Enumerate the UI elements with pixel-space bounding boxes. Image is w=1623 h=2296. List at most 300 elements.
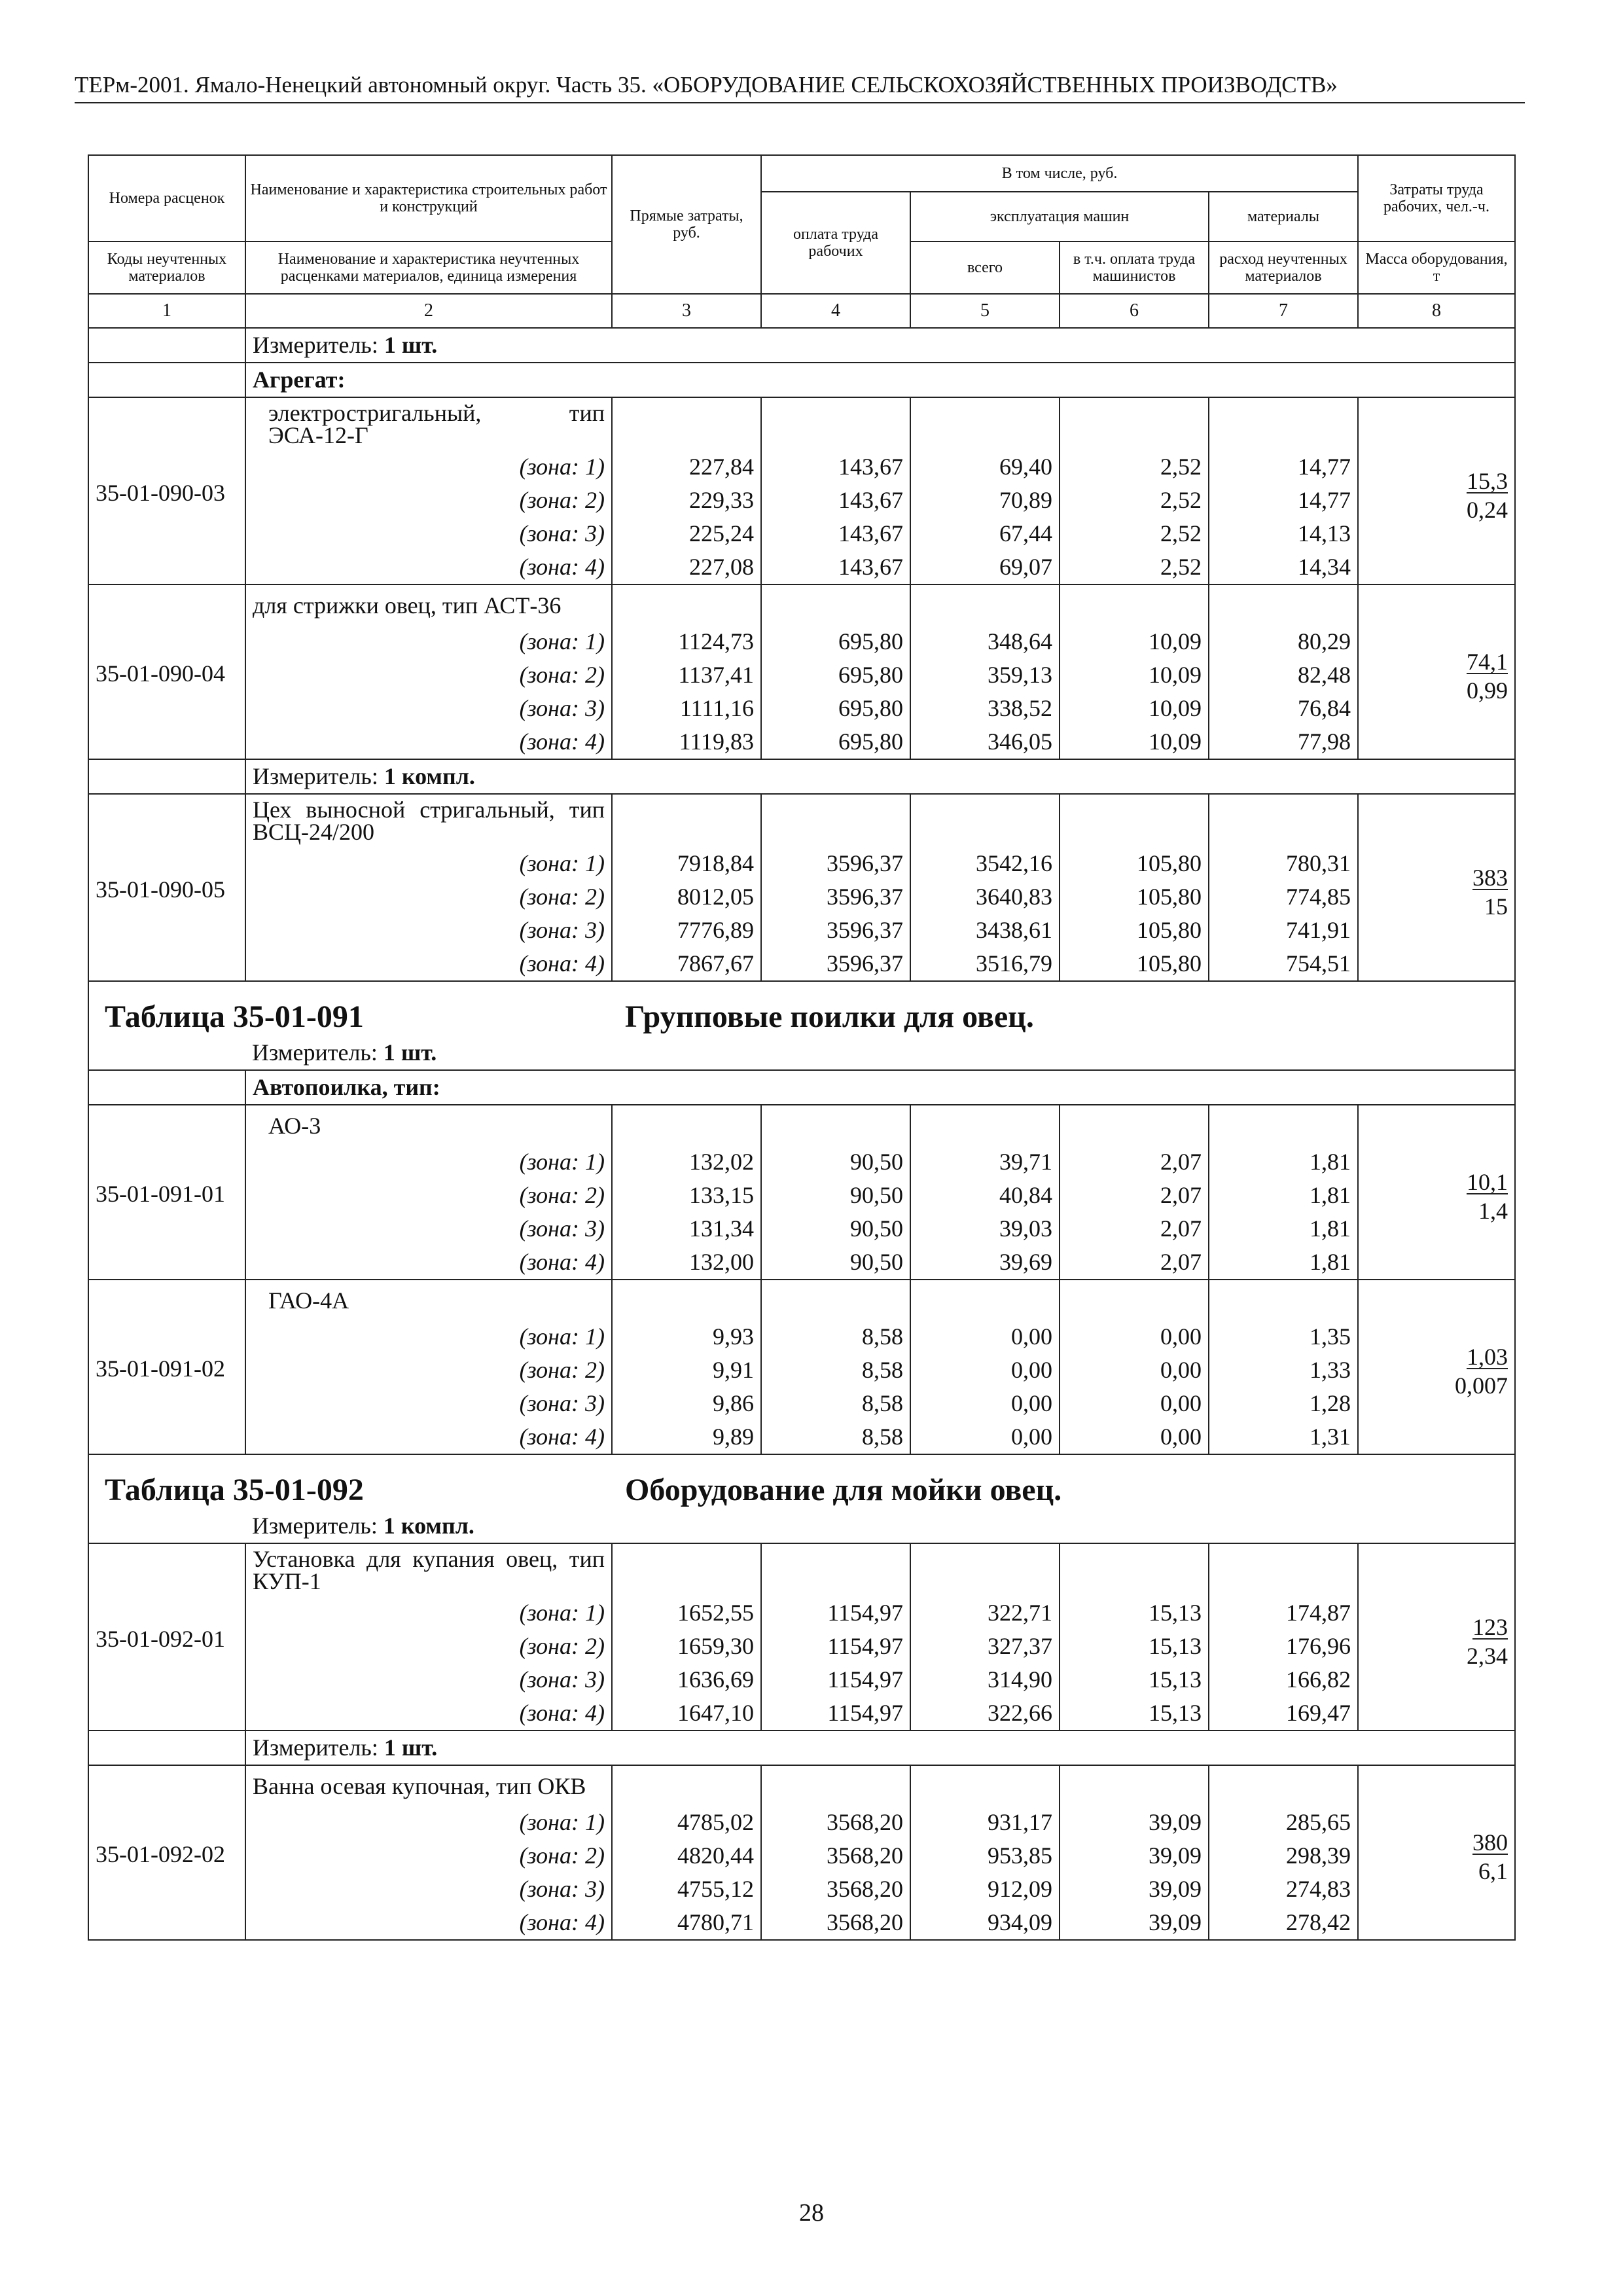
group-title [245,1070,1515,1105]
zone-label: (зона: 3) [245,914,612,947]
value-cell: 10,09 [1060,658,1209,692]
unit-text: Измеритель: [252,1039,378,1066]
zone-row [88,1663,1515,1696]
zone-label: (зона: 2) [245,1630,612,1663]
value-cell: 131,34 [612,1212,761,1246]
unit-label [245,1509,1515,1543]
labor-mass [1358,794,1515,981]
value-cell: 4820,44 [612,1839,761,1873]
value-cell: 14,77 [1209,484,1358,517]
unit-row [88,759,1515,794]
zone-row [88,1212,1515,1246]
zone-row [88,658,1515,692]
value-cell: 274,83 [1209,1873,1358,1906]
value-cell: 143,67 [761,550,910,584]
empty-cell [761,397,910,450]
zone-label: (зона: 4) [245,1906,612,1940]
value-cell: 40,84 [910,1179,1060,1212]
column-number: 5 [910,294,1060,328]
value-cell: 15,13 [1060,1663,1209,1696]
value-cell: 1119,83 [612,725,761,759]
value-cell: 1,28 [1209,1387,1358,1420]
value-cell: 39,09 [1060,1906,1209,1940]
item-row [88,584,1515,625]
table-title-row [88,981,1515,1036]
value-cell: 8,58 [761,1354,910,1387]
empty-cell [1060,1543,1209,1596]
value-cell: 76,84 [1209,692,1358,725]
value-cell: 0,00 [1060,1420,1209,1454]
value-cell: 3596,37 [761,880,910,914]
labor-value: 10,1 [1467,1169,1508,1195]
value-cell: 7776,89 [612,914,761,947]
labor-value: 123 [1472,1613,1508,1640]
value-cell: 143,67 [761,450,910,484]
zone-label: (зона: 1) [245,1145,612,1179]
zone-label: (зона: 2) [245,880,612,914]
value-cell: 931,17 [910,1806,1060,1839]
zone-row [88,947,1515,981]
labor-mass [1358,1105,1515,1280]
value-cell: 132,00 [612,1246,761,1280]
zone-label: (зона: 3) [245,1212,612,1246]
item-row [88,1765,1515,1806]
empty-cell [761,1280,910,1320]
value-cell: 39,09 [1060,1839,1209,1873]
value-cell: 695,80 [761,692,910,725]
mass-value: 1,4 [1478,1198,1508,1224]
empty-cell [1060,1765,1209,1806]
zone-row [88,1806,1515,1839]
value-cell: 105,80 [1060,914,1209,947]
zone-row [88,1145,1515,1179]
empty-cell [1060,794,1209,847]
empty-cell [612,584,761,625]
value-cell: 3542,16 [910,847,1060,880]
group-header: В том числе, руб. [761,155,1358,192]
value-cell: 695,80 [761,658,910,692]
zone-row [88,1387,1515,1420]
value-cell: 953,85 [910,1839,1060,1873]
empty-cell [88,1070,245,1105]
item-row [88,397,1515,450]
value-cell: 9,91 [612,1354,761,1387]
empty-cell [761,584,910,625]
unit-text: Измеритель: [253,763,378,789]
value-cell: 229,33 [612,484,761,517]
zone-label: (зона: 3) [245,1873,612,1906]
zone-label: (зона: 3) [245,692,612,725]
empty-cell [88,1509,245,1543]
empty-cell [88,1036,245,1070]
empty-cell [1060,1105,1209,1145]
zone-label: (зона: 1) [245,1320,612,1354]
zone-label: (зона: 4) [245,1246,612,1280]
mass-value: 0,99 [1467,677,1508,704]
value-cell: 0,00 [1060,1354,1209,1387]
zone-row [88,1320,1515,1354]
value-cell: 3568,20 [761,1806,910,1839]
value-cell: 1124,73 [612,625,761,658]
zone-row [88,550,1515,584]
value-cell: 8012,05 [612,880,761,914]
empty-cell [910,1280,1060,1320]
mass-value: 15 [1484,893,1508,920]
empty-cell [761,1105,910,1145]
value-cell: 1647,10 [612,1696,761,1731]
labor-mass [1358,584,1515,759]
table-name: Оборудование для мойки овец. [625,1473,1062,1507]
empty-cell [88,1731,245,1765]
column-number: 7 [1209,294,1358,328]
value-cell: 314,90 [910,1663,1060,1696]
zone-label: (зона: 1) [245,1596,612,1630]
zone-label: (зона: 4) [245,1696,612,1731]
item-code: 35-01-090-04 [88,584,245,759]
item-row [88,1105,1515,1145]
value-cell: 15,13 [1060,1630,1209,1663]
unit-text: Измеритель: [252,1513,378,1539]
document-header: ТЕРм-2001. Ямало-Ненецкий автономный округ. Часть 35. «ОБОРУДОВАНИЕ СЕЛЬСКОХОЗЯЙСТВЕННЫХ ПРОИЗВОДСТВ» [75,71,1525,103]
value-cell: 0,00 [910,1420,1060,1454]
group-title [245,363,1515,397]
value-cell: 3640,83 [910,880,1060,914]
value-cell: 346,05 [910,725,1060,759]
zone-row [88,847,1515,880]
value-cell: 1,31 [1209,1420,1358,1454]
col1-header-top: Номера расценок [88,155,245,242]
item-name: Установка для купания овец, тип КУП-1 [245,1543,612,1596]
value-cell: 1,33 [1209,1354,1358,1387]
empty-cell [612,794,761,847]
item-row [88,1280,1515,1320]
zone-row [88,692,1515,725]
value-cell: 1137,41 [612,658,761,692]
zone-label: (зона: 2) [245,1354,612,1387]
value-cell: 174,87 [1209,1596,1358,1630]
value-cell: 225,24 [612,517,761,550]
value-cell: 8,58 [761,1420,910,1454]
unit-row [88,328,1515,363]
value-cell: 90,50 [761,1212,910,1246]
value-cell: 70,89 [910,484,1060,517]
column-number: 6 [1060,294,1209,328]
value-cell: 741,91 [1209,914,1358,947]
group-title-row [88,363,1515,397]
col1-header-bottom: Коды неучтенных материалов [88,242,245,294]
value-cell: 4780,71 [612,1906,761,1940]
value-cell: 169,47 [1209,1696,1358,1731]
value-cell: 69,40 [910,450,1060,484]
value-cell: 105,80 [1060,880,1209,914]
labor-value: 380 [1472,1829,1508,1856]
zone-label: (зона: 1) [245,625,612,658]
zone-row [88,1906,1515,1940]
materials-header: материалы [1209,192,1358,242]
column-numbers-row [88,294,1515,328]
labor-value: 1,03 [1467,1344,1508,1370]
unit-label [245,328,1515,363]
value-cell: 1154,97 [761,1663,910,1696]
value-cell: 348,64 [910,625,1060,658]
zone-row [88,625,1515,658]
value-cell: 10,09 [1060,725,1209,759]
unit-label [245,759,1515,794]
labor-value: 383 [1472,864,1508,891]
empty-cell [1209,1105,1358,1145]
zone-label: (зона: 2) [245,1839,612,1873]
value-cell: 7867,67 [612,947,761,981]
value-cell: 4785,02 [612,1806,761,1839]
item-code: 35-01-090-03 [88,397,245,584]
page-number: 28 [799,2199,824,2227]
value-cell: 105,80 [1060,847,1209,880]
value-cell: 166,82 [1209,1663,1358,1696]
value-cell: 14,34 [1209,550,1358,584]
value-cell: 4755,12 [612,1873,761,1906]
value-cell: 1,81 [1209,1179,1358,1212]
value-cell: 285,65 [1209,1806,1358,1839]
item-name: Цех выносной стригальный, тип ВСЦ-24/200 [245,794,612,847]
value-cell: 1652,55 [612,1596,761,1630]
empty-cell [1060,397,1209,450]
empty-cell [1060,1280,1209,1320]
empty-cell [910,1543,1060,1596]
mass-value: 2,34 [1467,1642,1508,1669]
value-cell: 227,08 [612,550,761,584]
column-number: 3 [612,294,761,328]
value-cell: 1,81 [1209,1246,1358,1280]
value-cell: 0,00 [1060,1387,1209,1420]
value-cell: 0,00 [910,1354,1060,1387]
value-cell: 9,89 [612,1420,761,1454]
unit-text: Измеритель: [253,1734,378,1761]
unit-row [88,1731,1515,1765]
price-table [88,154,1516,1941]
table-code: Таблица 35-01-092 [105,1473,364,1507]
value-cell: 9,86 [612,1387,761,1420]
value-cell: 10,09 [1060,692,1209,725]
value-cell: 82,48 [1209,658,1358,692]
empty-cell [1209,397,1358,450]
empty-cell [910,1105,1060,1145]
empty-cell [612,1280,761,1320]
empty-cell [910,584,1060,625]
item-code: 35-01-091-02 [88,1280,245,1454]
value-cell: 39,03 [910,1212,1060,1246]
empty-cell [910,794,1060,847]
value-cell: 338,52 [910,692,1060,725]
empty-cell [910,1765,1060,1806]
zone-row [88,517,1515,550]
unit-value: 1 шт. [383,332,438,358]
zone-row [88,880,1515,914]
zone-row [88,1839,1515,1873]
group-title-text: Автопоилка, тип: [253,1074,440,1100]
value-cell: 695,80 [761,725,910,759]
empty-cell [88,759,245,794]
zone-row [88,725,1515,759]
value-cell: 298,39 [1209,1839,1358,1873]
table-title-row [88,1454,1515,1509]
value-cell: 105,80 [1060,947,1209,981]
mass-value: 6,1 [1478,1858,1508,1884]
value-cell: 2,52 [1060,550,1209,584]
unit-text: Измеритель: [253,332,378,358]
zone-label: (зона: 4) [245,550,612,584]
value-cell: 322,66 [910,1696,1060,1731]
col2-header-bottom: Наименование и характеристика неучтенных расценками материалов, единица измерения [245,242,612,294]
value-cell: 2,52 [1060,484,1209,517]
item-name: Ванна осевая купочная, тип ОКВ [245,1765,612,1806]
value-cell: 1154,97 [761,1696,910,1731]
value-cell: 322,71 [910,1596,1060,1630]
zone-row [88,1630,1515,1663]
zone-row [88,450,1515,484]
col6-header: в т.ч. оплата труда машинистов [1060,242,1209,294]
value-cell: 359,13 [910,658,1060,692]
zone-row [88,1873,1515,1906]
value-cell: 1,81 [1209,1212,1358,1246]
value-cell: 3438,61 [910,914,1060,947]
value-cell: 0,00 [1060,1320,1209,1354]
value-cell: 0,00 [910,1320,1060,1354]
value-cell: 3568,20 [761,1906,910,1940]
value-cell: 1154,97 [761,1596,910,1630]
col4-header: оплата труда рабочих [761,192,910,294]
unit-row [88,1036,1515,1070]
value-cell: 1,81 [1209,1145,1358,1179]
empty-cell [612,1543,761,1596]
value-cell: 39,09 [1060,1806,1209,1839]
zone-row [88,484,1515,517]
value-cell: 69,07 [910,550,1060,584]
empty-cell [1209,1543,1358,1596]
unit-value: 1 компл. [383,1513,474,1539]
item-name: АО-3 [245,1105,612,1145]
empty-cell [1209,584,1358,625]
zone-row [88,1420,1515,1454]
value-cell: 1,35 [1209,1320,1358,1354]
value-cell: 15,13 [1060,1696,1209,1731]
value-cell: 934,09 [910,1906,1060,1940]
value-cell: 39,71 [910,1145,1060,1179]
zone-label: (зона: 3) [245,1387,612,1420]
item-name: для стрижки овец, тип АСТ-36 [245,584,612,625]
unit-value: 1 компл. [383,763,475,789]
zone-row [88,1596,1515,1630]
zone-label: (зона: 1) [245,847,612,880]
zone-row [88,1354,1515,1387]
unit-label [245,1036,1515,1070]
empty-cell [88,363,245,397]
value-cell: 8,58 [761,1387,910,1420]
value-cell: 278,42 [1209,1906,1358,1940]
value-cell: 133,15 [612,1179,761,1212]
value-cell: 2,07 [1060,1179,1209,1212]
value-cell: 143,67 [761,517,910,550]
value-cell: 90,50 [761,1145,910,1179]
value-cell: 1636,69 [612,1663,761,1696]
labor-mass [1358,1280,1515,1454]
table-name: Групповые поилки для овец. [625,999,1034,1034]
value-cell: 3568,20 [761,1873,910,1906]
value-cell: 90,50 [761,1246,910,1280]
zone-label: (зона: 2) [245,1179,612,1212]
column-number: 4 [761,294,910,328]
value-cell: 2,07 [1060,1145,1209,1179]
col3-header: Прямые затраты, руб. [612,155,761,294]
empty-cell [761,1765,910,1806]
value-cell: 3596,37 [761,914,910,947]
value-cell: 14,77 [1209,450,1358,484]
zone-row [88,1179,1515,1212]
empty-cell [1060,584,1209,625]
labor-mass [1358,1543,1515,1731]
item-name: электростригальный, тип ЭСА-12-Г [245,397,612,450]
value-cell: 176,96 [1209,1630,1358,1663]
value-cell: 77,98 [1209,725,1358,759]
value-cell: 227,84 [612,450,761,484]
table-title [88,981,1515,1036]
group-title-row [88,1070,1515,1105]
empty-cell [1209,1765,1358,1806]
group-title-text: Агрегат: [253,367,346,393]
value-cell: 327,37 [910,1630,1060,1663]
empty-cell [612,1765,761,1806]
mass-value: 0,24 [1467,496,1508,523]
item-code: 35-01-092-02 [88,1765,245,1940]
labor-mass [1358,397,1515,584]
value-cell: 132,02 [612,1145,761,1179]
empty-cell [88,328,245,363]
zone-row [88,914,1515,947]
labor-value: 15,3 [1467,467,1508,494]
unit-value: 1 шт. [383,1734,438,1761]
col5-header: всего [910,242,1060,294]
mass-value: 0,007 [1455,1372,1508,1399]
zone-label: (зона: 3) [245,517,612,550]
unit-label [245,1731,1515,1765]
empty-cell [612,397,761,450]
value-cell: 80,29 [1209,625,1358,658]
value-cell: 695,80 [761,625,910,658]
value-cell: 14,13 [1209,517,1358,550]
zone-label: (зона: 1) [245,1806,612,1839]
labor-value: 74,1 [1467,649,1508,675]
value-cell: 754,51 [1209,947,1358,981]
item-code: 35-01-091-01 [88,1105,245,1280]
zone-row [88,1246,1515,1280]
column-number: 8 [1358,294,1515,328]
value-cell: 15,13 [1060,1596,1209,1630]
value-cell: 7918,84 [612,847,761,880]
value-cell: 143,67 [761,484,910,517]
col8-header-bottom: Масса оборудования, т [1358,242,1515,294]
zone-label: (зона: 4) [245,947,612,981]
empty-cell [761,794,910,847]
value-cell: 774,85 [1209,880,1358,914]
zone-label: (зона: 2) [245,484,612,517]
value-cell: 2,07 [1060,1212,1209,1246]
column-number: 1 [88,294,245,328]
item-row [88,794,1515,847]
value-cell: 3596,37 [761,947,910,981]
column-number: 2 [245,294,612,328]
zone-row [88,1696,1515,1731]
value-cell: 0,00 [910,1387,1060,1420]
value-cell: 1111,16 [612,692,761,725]
